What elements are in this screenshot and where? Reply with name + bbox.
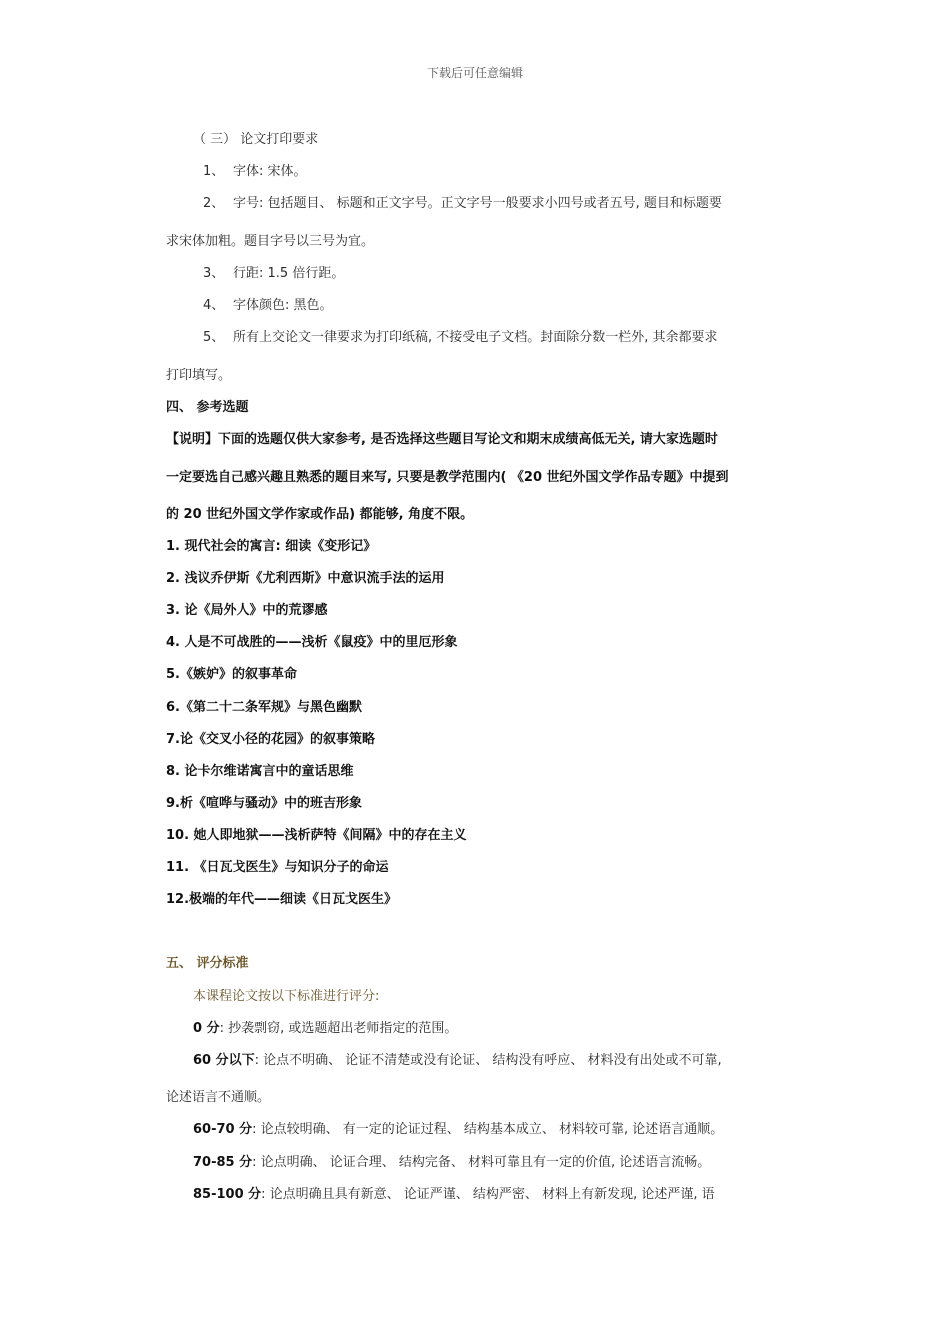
print-requirement-5: [203, 326, 718, 345]
section4-title: 四、 参考选题: [166, 400, 249, 415]
item-text: 字号: 包括题目、 标题和正文字号。正文字号一般要求小四号或者五号, 题目和标题要: [233, 196, 722, 211]
criterion-score: 85-100 分: [193, 1187, 262, 1202]
criterion-2-cont: 论述语言不通顺。: [166, 1090, 271, 1105]
criterion-text: : 抄袭剽窃, 或选题超出老师指定的范围。: [219, 1021, 458, 1036]
criterion-2: [193, 1049, 722, 1068]
item-number: 2、: [203, 196, 225, 211]
print-requirement-2: [203, 192, 722, 211]
note-line-2: 一定要选自己感兴趣且熟悉的题目来写, 只要是教学范围内( 《20 世纪外国文学作品专题》中提到: [166, 470, 729, 485]
criterion-1: [193, 1017, 457, 1036]
item-text: 字体: 宋体。: [233, 164, 307, 179]
page-header: 下载后可任意编辑: [426, 66, 523, 80]
criterion-text: : 论点不明确、 论证不清楚或没有论证、 结构没有呼应、 材料没有出处或不可靠,: [254, 1053, 722, 1068]
topic-item-6: 6.《第二十二条军规》与黑色幽默: [166, 700, 362, 715]
note-line-1: 【说明】下面的选题仅供大家参考, 是否选择这些题目写论文和期末成绩高低无关, 请大家选题时: [166, 432, 718, 447]
topic-item-9: 9.析《喧哗与骚动》中的班吉形象: [166, 796, 362, 811]
criterion-score: 0 分: [193, 1021, 220, 1036]
item-text: 行距: 1.5 倍行距。: [233, 266, 345, 281]
topic-item-2: 2. 浅议乔伊斯《尤利西斯》中意识流手法的运用: [166, 571, 445, 586]
topic-item-7: 7.论《交叉小径的花园》的叙事策略: [166, 732, 375, 747]
criterion-score: 70-85 分: [193, 1155, 253, 1170]
item-number: 5、: [203, 330, 225, 345]
criterion-score: 60-70 分: [193, 1122, 253, 1137]
print-requirement-5-cont: 打印填写。: [166, 368, 232, 383]
topic-item-8: 8. 论卡尔维诺寓言中的童话思维: [166, 764, 354, 779]
criterion-text: : 论点明确、 论证合理、 结构完备、 材料可靠且有一定的价值, 论述语言流畅。: [252, 1155, 711, 1170]
criterion-text: : 论点明确且具有新意、 论证严谨、 结构严密、 材料上有新发现, 论述严谨, 语: [261, 1187, 715, 1202]
print-requirement-1: [203, 160, 307, 179]
grading-intro: 本课程论文按以下标准进行评分:: [193, 989, 380, 1004]
topic-item-5: 5.《嫉妒》的叙事革命: [166, 667, 297, 682]
note-line-3: 的 20 世纪外国文学作家或作品) 都能够, 角度不限。: [166, 507, 474, 522]
criterion-text: : 论点较明确、 有一定的论证过程、 结构基本成立、 材料较可靠, 论述语言通顺。: [252, 1122, 724, 1137]
criterion-3: [193, 1118, 723, 1137]
topic-item-3: 3. 论《局外人》中的荒谬感: [166, 603, 328, 618]
topic-item-4: 4. 人是不可战胜的——浅析《鼠疫》中的里厄形象: [166, 635, 458, 650]
topic-item-1: 1. 现代社会的寓言: 细读《变形记》: [166, 539, 377, 554]
criterion-4: [193, 1151, 710, 1170]
print-requirement-3: [203, 262, 344, 281]
item-number: 4、: [203, 298, 225, 313]
item-number: 1、: [203, 164, 225, 179]
topic-item-11: 11. 《日瓦戈医生》与知识分子的命运: [166, 860, 389, 875]
item-number: 3、: [203, 266, 225, 281]
item-text: 字体颜色: 黑色。: [233, 298, 333, 313]
item-text: 所有上交论文一律要求为打印纸稿, 不接受电子文档。封面除分数一栏外, 其余都要求: [233, 330, 718, 345]
print-requirement-2-cont: 求宋体加粗。题目字号以三号为宜。: [166, 234, 375, 249]
section3-title: （ 三） 论文打印要求: [193, 132, 319, 147]
print-requirement-4: [203, 294, 333, 313]
criterion-5: [193, 1183, 715, 1202]
section5-title: 五、 评分标准: [166, 956, 249, 971]
criterion-score: 60 分以下: [193, 1053, 255, 1068]
topic-item-12: 12.极端的年代——细读《日瓦戈医生》: [166, 892, 398, 907]
topic-item-10: 10. 她人即地狱——浅析萨特《间隔》中的存在主义: [166, 828, 467, 843]
